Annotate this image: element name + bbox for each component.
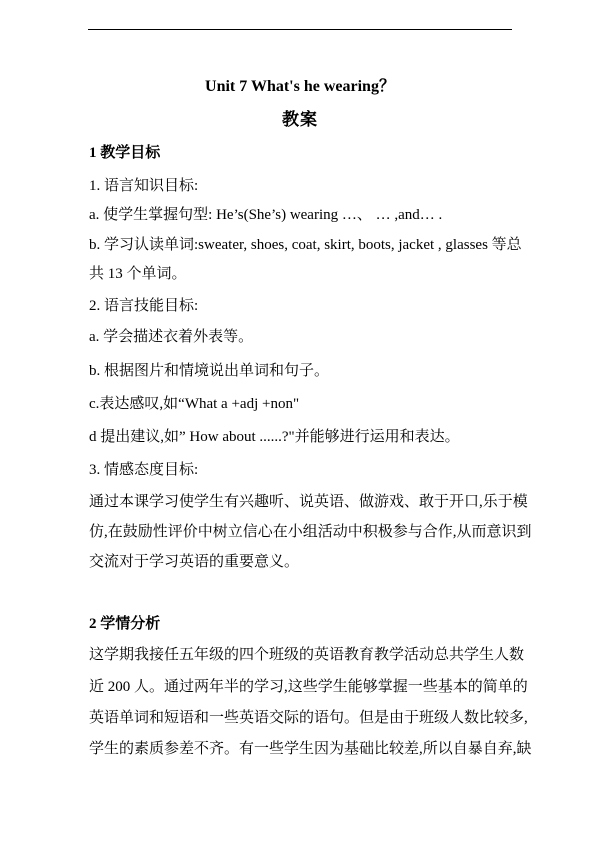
- paragraph-line: 3. 情感态度目标:: [89, 462, 199, 478]
- paragraph-line: 2. 语言技能目标:: [89, 298, 199, 314]
- paragraph-line: 共 13 个单词。: [89, 266, 187, 282]
- paragraph-line: 学生的素质参差不齐。有一些学生因为基础比较差,所以自暴自弃,缺: [89, 741, 532, 757]
- paragraph-line: d 提出建议,如” How about ......?"并能够进行运用和表达。: [89, 429, 460, 445]
- paragraph-line: 仿,在鼓励性评价中树立信心在小组活动中积极参与合作,从而意识到: [89, 524, 532, 540]
- paragraph-line: 通过本课学习使学生有兴趣听、说英语、做游戏、敢于开口,乐于模: [89, 494, 528, 510]
- paragraph-line: b. 根据图片和情境说出单词和句子。: [89, 363, 330, 379]
- paragraph-line: a. 使学生掌握句型: He’s(She’s) wearing …、 … ,and… .: [89, 207, 443, 223]
- paragraph-line: 近 200 人。通过两年半的学习,这些学生能够掌握一些基本的简单的: [89, 679, 528, 695]
- paragraph-line: 1. 语言知识目标:: [89, 178, 199, 194]
- section-heading-analysis: 2 学情分析: [89, 616, 161, 632]
- document-title: Unit 7 What's he wearing？: [205, 78, 395, 95]
- header-rule: [88, 29, 512, 30]
- paragraph-line: a. 学会描述衣着外表等。: [89, 329, 254, 345]
- document-subtitle: 教案: [282, 110, 318, 129]
- paragraph-line: 英语单词和短语和一些英语交际的语句。但是由于班级人数比较多,: [89, 710, 528, 726]
- paragraph-line: c.表达感叹,如“What a +adj +non": [89, 396, 300, 412]
- paragraph-line: b. 学习认读单词:sweater, shoes, coat, skirt, boots, jacket , glasses 等总: [89, 237, 522, 253]
- paragraph-line: 这学期我接任五年级的四个班级的英语教育教学活动总共学生人数: [89, 647, 525, 663]
- paragraph-line: 交流对于学习英语的重要意义。: [89, 554, 300, 570]
- section-heading-objectives: 1 教学目标: [89, 145, 161, 161]
